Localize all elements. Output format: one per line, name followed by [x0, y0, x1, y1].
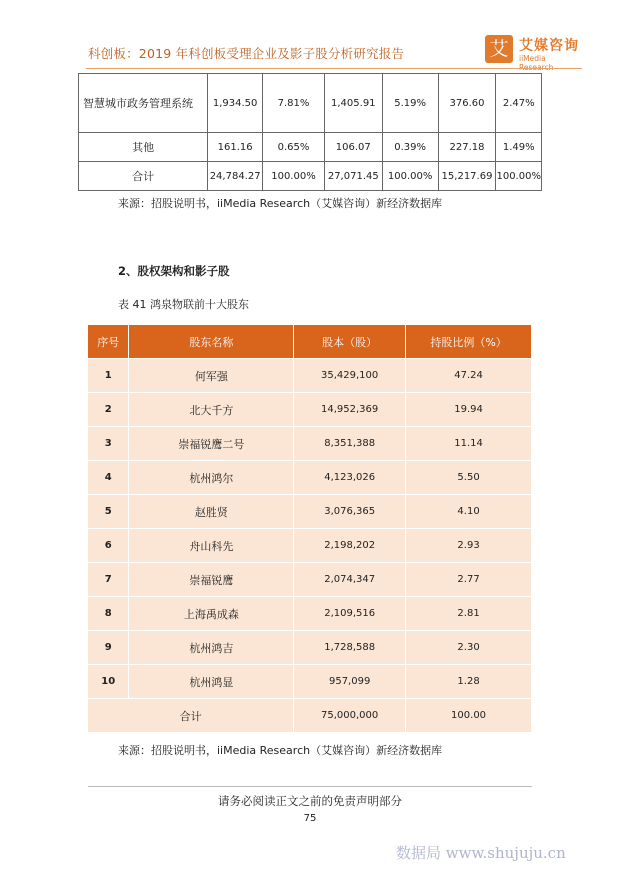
revenue-breakdown-table [78, 73, 542, 191]
logo-name-cn: 艾媒咨询 [519, 38, 579, 54]
cell-percent: 4.10 [406, 495, 532, 529]
source-note: 来源：招股说明书，iiMedia Research（艾媒咨询）新经济数据库 [118, 197, 443, 210]
cell-shares: 8,351,388 [294, 427, 406, 461]
cell-index: 8 [88, 597, 129, 631]
total-shares: 75,000,000 [294, 699, 406, 733]
column-header-name: 股东名称 [129, 325, 294, 359]
cell-shares: 35,429,100 [294, 359, 406, 393]
table-row [88, 563, 532, 597]
cell-percent: 2.47% [496, 74, 542, 133]
cell-index: 10 [88, 665, 129, 699]
cell-index: 9 [88, 631, 129, 665]
cell-percent: 100.00% [382, 162, 438, 191]
logo-mark: 艾 [485, 35, 513, 63]
source-note: 来源：招股说明书，iiMedia Research（艾媒咨询）新经济数据库 [118, 744, 443, 757]
cell-percent: 5.19% [382, 74, 438, 133]
cell-percent: 2.81 [406, 597, 532, 631]
cell-value: 106.07 [324, 133, 382, 162]
cell-shareholder-name: 崇福锐鹰二号 [129, 427, 294, 461]
table-header-row [88, 325, 532, 359]
row-label: 智慧城市政务管理系统 [79, 74, 208, 133]
logo-name-en: iiMedia [519, 54, 546, 63]
table-row [88, 359, 532, 393]
cell-shares: 2,074,347 [294, 563, 406, 597]
cell-index: 4 [88, 461, 129, 495]
cell-index: 2 [88, 393, 129, 427]
cell-value: 24,784.27 [208, 162, 263, 191]
total-percent: 100.00 [406, 699, 532, 733]
shareholder-table [88, 325, 532, 733]
cell-shares: 957,099 [294, 665, 406, 699]
table-row [88, 427, 532, 461]
cell-percent: 2.77 [406, 563, 532, 597]
cell-percent: 11.14 [406, 427, 532, 461]
cell-shareholder-name: 杭州鸿尔 [129, 461, 294, 495]
cell-percent: 5.50 [406, 461, 532, 495]
column-header-shares: 股本（股） [294, 325, 406, 359]
disclaimer-note: 请务必阅读正文之前的免责声明部分 [218, 794, 402, 808]
cell-value: 227.18 [438, 133, 496, 162]
cell-value: 27,071.45 [324, 162, 382, 191]
cell-percent: 7.81% [263, 74, 325, 133]
cell-index: 3 [88, 427, 129, 461]
report-title: 科创板：2019 年科创板受理企业及影子股分析研究报告 [88, 46, 405, 61]
cell-shares: 4,123,026 [294, 461, 406, 495]
section-heading: 2、股权架构和影子股 [118, 264, 230, 278]
cell-shares: 14,952,369 [294, 393, 406, 427]
table-row [88, 597, 532, 631]
cell-percent: 2.93 [406, 529, 532, 563]
cell-index: 6 [88, 529, 129, 563]
cell-percent: 0.39% [382, 133, 438, 162]
table-row-total [79, 162, 542, 191]
cell-shareholder-name: 杭州鸿吉 [129, 631, 294, 665]
column-header-index: 序号 [88, 325, 129, 359]
cell-shareholder-name: 杭州鸿显 [129, 665, 294, 699]
table-row [88, 495, 532, 529]
cell-percent: 100.00% [496, 162, 542, 191]
table-row [88, 529, 532, 563]
row-label: 合计 [79, 162, 208, 191]
cell-percent: 1.49% [496, 133, 542, 162]
cell-percent: 1.28 [406, 665, 532, 699]
cell-index: 5 [88, 495, 129, 529]
column-header-percent: 持股比例（%） [406, 325, 532, 359]
cell-percent: 19.94 [406, 393, 532, 427]
page-number: 75 [303, 813, 317, 824]
cell-index: 7 [88, 563, 129, 597]
cell-shares: 2,109,516 [294, 597, 406, 631]
cell-index: 1 [88, 359, 129, 393]
cell-shareholder-name: 舟山科先 [129, 529, 294, 563]
cell-percent: 100.00% [263, 162, 325, 191]
cell-value: 1,934.50 [208, 74, 263, 133]
cell-value: 15,217.69 [438, 162, 496, 191]
cell-shares: 2,198,202 [294, 529, 406, 563]
total-label: 合计 [88, 699, 294, 733]
cell-shareholder-name: 崇福锐鹰 [129, 563, 294, 597]
header-divider [86, 68, 582, 69]
cell-shares: 1,728,588 [294, 631, 406, 665]
cell-shareholder-name: 何军强 [129, 359, 294, 393]
cell-value: 161.16 [208, 133, 263, 162]
row-label: 其他 [79, 133, 208, 162]
cell-shareholder-name: 北大千方 [129, 393, 294, 427]
cell-percent: 0.65% [263, 133, 325, 162]
table-row [79, 133, 542, 162]
cell-value: 376.60 [438, 74, 496, 133]
table-row [88, 631, 532, 665]
table-row-total [88, 699, 532, 733]
table-caption: 表 41 鸿泉物联前十大股东 [118, 298, 249, 311]
cell-shares: 3,076,365 [294, 495, 406, 529]
table-row [88, 393, 532, 427]
cell-value: 1,405.91 [324, 74, 382, 133]
watermark: 数据局 www.shujuju.cn [396, 844, 566, 862]
cell-shareholder-name: 赵胜贤 [129, 495, 294, 529]
footer-divider [88, 786, 532, 787]
cell-shareholder-name: 上海禹成森 [129, 597, 294, 631]
cell-percent: 2.30 [406, 631, 532, 665]
table-row [88, 461, 532, 495]
cell-percent: 47.24 [406, 359, 532, 393]
iimedia-logo [479, 33, 579, 69]
table-row [88, 665, 532, 699]
table-row [79, 74, 542, 133]
